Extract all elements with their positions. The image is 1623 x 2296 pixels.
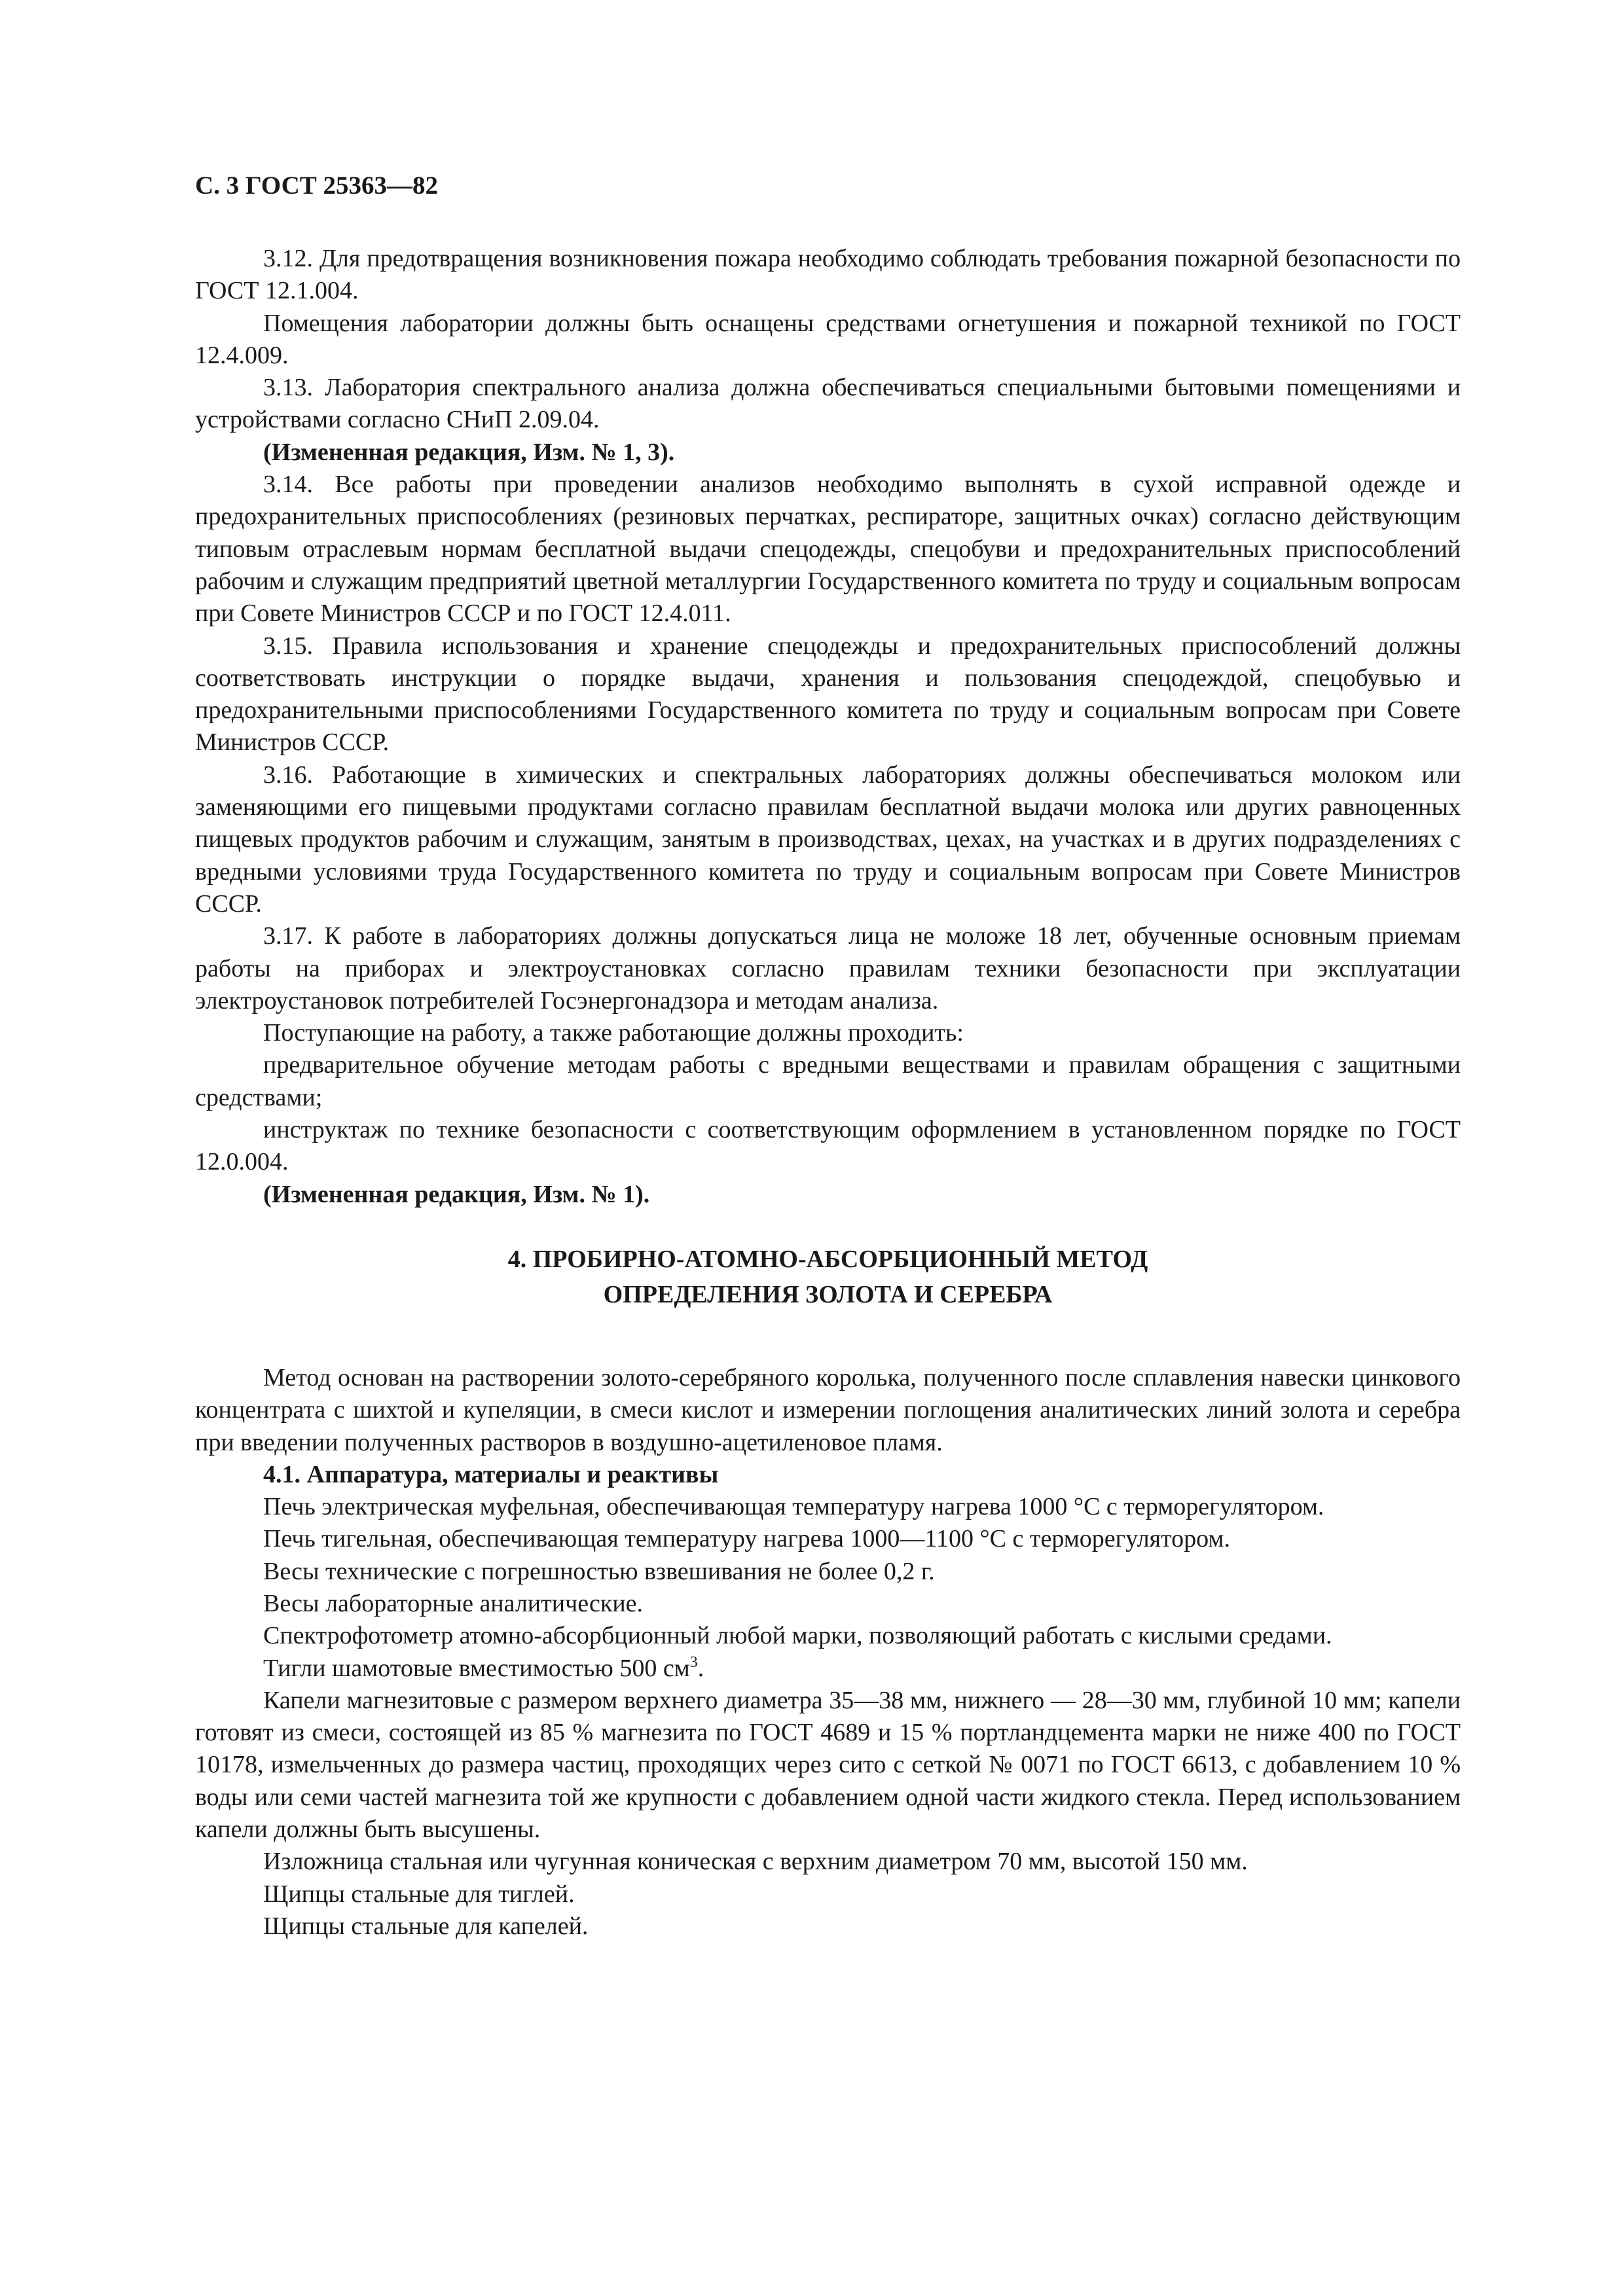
section-title-line-2: ОПРЕДЕЛЕНИЯ ЗОЛОТА И СЕРЕБРА bbox=[603, 1280, 1053, 1308]
paragraph bbox=[195, 243, 1461, 308]
paragraph-text: Весы технические с погрешностью взвешивания не более 0,2 г. bbox=[263, 1557, 935, 1585]
paragraph-text: Помещения лаборатории должны быть оснащены средствами огнетушения и пожарной техникой по ГОСТ 12.4.009. bbox=[195, 309, 1461, 369]
paragraph-text: предварительное обучение методам работы с вредными веществами и правилам обращения с защитными средствами; bbox=[195, 1051, 1461, 1111]
amendment-note bbox=[195, 437, 1461, 469]
paragraph-text: Капели магнезитовые с размером верхнего диаметра 35—38 мм, нижнего — 28—30 мм, глубиной 10 мм; капели готовят из смеси, состоящей из 85 % магнезита по ГОСТ 4689 и 15 % портландцемента марки не ниже 400 по ГОСТ 10178, измельченных до размера частиц, проходящих через сито с сеткой № 0071 по ГОСТ 6613, с добавлением 10 % воды или семи частей магнезита той же крупности с добавлением одной части жидкого стекла. Перед использованием капели должны быть высушены. bbox=[195, 1686, 1461, 1844]
paragraph-text: Поступающие на работу, а также работающие должны проходить: bbox=[263, 1019, 964, 1047]
paragraph-tail: . bbox=[697, 1654, 704, 1682]
paragraph-text: (Измененная редакция, Изм. № 1). bbox=[263, 1180, 650, 1208]
paragraph bbox=[195, 308, 1461, 372]
paragraph bbox=[195, 1491, 1461, 1523]
paragraph-text: Метод основан на растворении золото-серебряного королька, полученного после сплавления навески цинкового концентрата с шихтой и купеляции, в смеси кислот и измерении поглощения аналитических линий золота и серебра при введении полученных растворов в воздушно-ацетиленовое пламя. bbox=[195, 1363, 1461, 1456]
paragraph bbox=[195, 1620, 1461, 1652]
paragraph bbox=[195, 1362, 1461, 1459]
subsection-heading bbox=[195, 1459, 1461, 1491]
paragraph-text: 3.16. Работающие в химических и спектральных лабораториях должны обеспечиваться молоком или заменяющими его пищевыми продуктами согласно правилам бесплатной выдачи молока или других равноценных пищевых продуктов рабочим и служащим, занятым в производствах, цехах, на участках и в других подразделениях с вредными условиями труда Государственного комитета по труду и социальным вопросам при Совете Министров СССР. bbox=[195, 761, 1461, 918]
amendment-note bbox=[195, 1179, 1461, 1211]
paragraph-text: Изложница стальная или чугунная коническая с верхним диаметром 70 мм, высотой 150 мм. bbox=[263, 1848, 1248, 1876]
paragraph-text: Тигли шамотовые вместимостью 500 см bbox=[263, 1654, 690, 1682]
paragraph bbox=[195, 1556, 1461, 1588]
section-title-line-1: 4. ПРОБИРНО-АТОМНО-АБСОРБЦИОННЫЙ МЕТОД bbox=[507, 1245, 1148, 1273]
paragraph bbox=[195, 920, 1461, 1017]
paragraph bbox=[195, 759, 1461, 920]
section-title bbox=[195, 1242, 1461, 1312]
paragraph bbox=[195, 630, 1461, 759]
paragraph bbox=[195, 1846, 1461, 1878]
paragraph bbox=[195, 1523, 1461, 1555]
paragraph-text: Щипцы стальные для тиглей. bbox=[263, 1880, 575, 1908]
paragraph-text: Спектрофотометр атомно-абсорбционный любой марки, позволяющий работать с кислыми средами. bbox=[263, 1622, 1332, 1650]
paragraph bbox=[195, 1878, 1461, 1910]
paragraph-text: 3.17. К работе в лабораториях должны допускаться лица не моложе 18 лет, обученные основным приемам работы на приборах и электроустановках согласно правилам техники безопасности при эксплуатации электроустановок потребителей Госэнергонадзора и методам анализа. bbox=[195, 922, 1461, 1014]
paragraph-text: 3.14. Все работы при проведении анализов необходимо выполнять в сухой исправной одежде и предохранительных приспособлениях (резиновых перчатках, респираторе, защитных очках) согласно действующим типовым отраслевым нормам бесплатной выдачи спецодежды, спецобуви и предохранительных приспособлений рабочим и служащим предприятий цветной металлургии Государственного комитета по труду и социальным вопросам при Совете Министров СССР и по ГОСТ 12.4.011. bbox=[195, 471, 1461, 628]
paragraph-text: (Измененная редакция, Изм. № 1, 3). bbox=[263, 438, 675, 466]
paragraph bbox=[195, 1017, 1461, 1049]
document-page bbox=[195, 171, 1461, 1943]
paragraph bbox=[195, 1685, 1461, 1846]
paragraph bbox=[195, 1114, 1461, 1179]
paragraph bbox=[195, 469, 1461, 630]
body-section-3 bbox=[195, 243, 1461, 1211]
paragraph-text: 3.12. Для предотвращения возникновения пожара необходимо соблюдать требования пожарной безопасности по ГОСТ 12.1.004. bbox=[195, 245, 1461, 305]
paragraph bbox=[195, 1653, 1461, 1685]
paragraph-text: Печь тигельная, обеспечивающая температуру нагрева 1000—1100 °С с терморегулятором. bbox=[263, 1525, 1230, 1553]
paragraph bbox=[195, 1588, 1461, 1620]
body-section-4 bbox=[195, 1362, 1461, 1943]
paragraph bbox=[195, 372, 1461, 437]
paragraph-text: 3.15. Правила использования и хранение спецодежды и предохранительных приспособлений должны соответствовать инструкции о порядке выдачи, хранения и пользования спецодеждой, спецобувью и предохранительными приспособлениями Государственного комитета по труду и социальным вопросам при Совете Министров СССР. bbox=[195, 632, 1461, 757]
paragraph-text: 4.1. Аппаратура, материалы и реактивы bbox=[263, 1460, 719, 1488]
paragraph bbox=[195, 1910, 1461, 1943]
page-header: С. 3 ГОСТ 25363—82 bbox=[195, 171, 438, 200]
superscript: 3 bbox=[689, 1653, 698, 1671]
paragraph bbox=[195, 1049, 1461, 1114]
paragraph-text: Весы лабораторные аналитические. bbox=[263, 1589, 644, 1617]
paragraph-text: Печь электрическая муфельная, обеспечивающая температуру нагрева 1000 °С с терморегулятором. bbox=[263, 1493, 1324, 1521]
paragraph-text: 3.13. Лаборатория спектрального анализа должна обеспечиваться специальными бытовыми помещениями и устройствами согласно СНиП 2.09.04. bbox=[195, 374, 1461, 434]
paragraph-text: Щипцы стальные для капелей. bbox=[263, 1912, 589, 1940]
paragraph-text: инструктаж по технике безопасности с соответствующим оформлением в установленном порядке по ГОСТ 12.0.004. bbox=[195, 1116, 1461, 1176]
